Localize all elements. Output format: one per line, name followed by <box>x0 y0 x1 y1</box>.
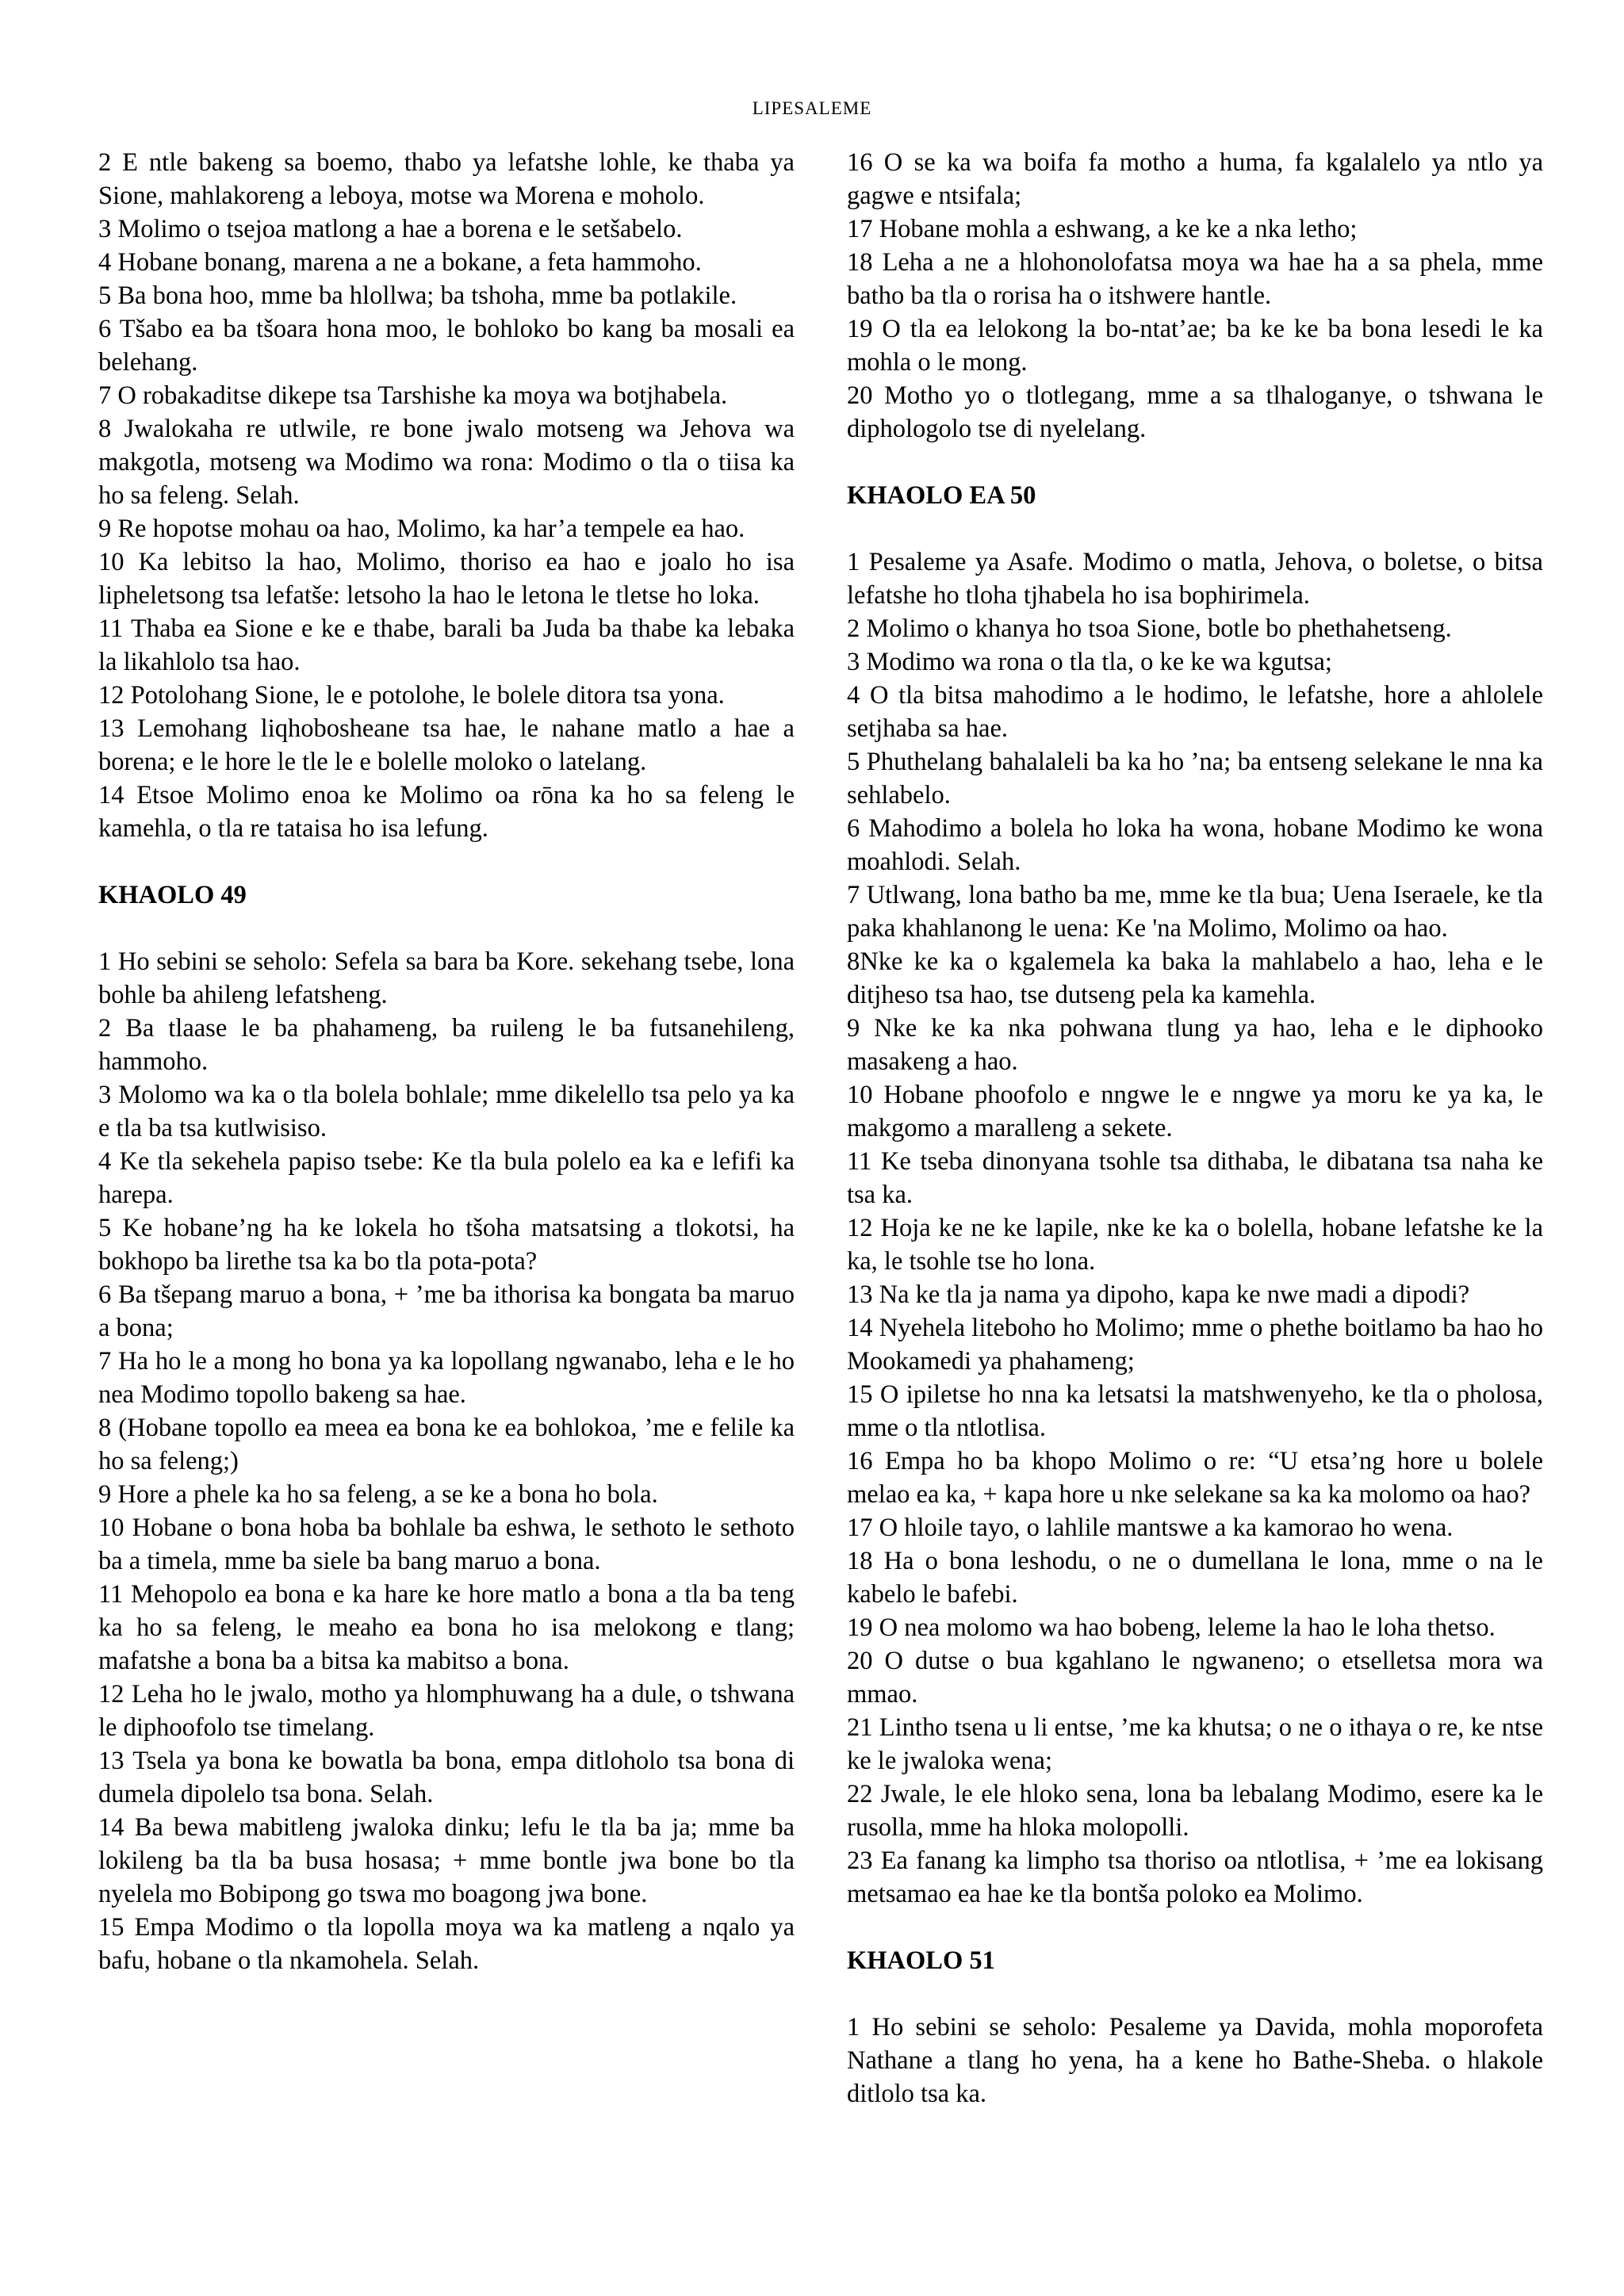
verse-paragraph: 2 Molimo o khanya ho tsoa Sione, botle bo phethahetseng. <box>847 614 1452 643</box>
verse-paragraph: 4 O tla bitsa mahodimo a le hodimo, le lefatshe, hore a ahlolele setjhaba sa hae. <box>847 681 1543 743</box>
verse-paragraph: 10 Hobane o bona hoba ba bohlale ba eshwa, le sethoto le sethoto ba a timela, mme ba siele ba bang maruo a bona. <box>98 1513 795 1575</box>
verse-paragraph: 22 Jwale, le ele hloko sena, lona ba lebalang Modimo, esere ka le rusolla, mme ha hloka molopolli. <box>847 1780 1543 1842</box>
verse-paragraph: 21 Lintho tsena u li entse, ’me ka khutsa; o ne o ithaya o re, ke ntse ke le jwaloka wena; <box>847 1713 1543 1775</box>
verse-paragraph: 20 Motho yo o tlotlegang, mme a sa tlhaloganye, o tshwana le diphologolo tse di nyelelang. <box>847 381 1543 443</box>
verse-paragraph: 5 Ba bona hoo, mme ba hlollwa; ba tshoha, mme ba potlakile. <box>98 281 737 310</box>
verse-paragraph: 5 Ke hobane’ng ha ke lokela ho tšoha matsatsing a tlokotsi, ha bokhopo ba lirethe tsa ka bo tla pota-pota? <box>98 1214 795 1276</box>
right-column <box>847 146 1543 2110</box>
verse-paragraph: 3 Molomo wa ka o tla bolela bohlale; mme dikelello tsa pelo ya ka e tla ba tsa kutlwisiso. <box>98 1081 795 1142</box>
verse-paragraph: 20 O dutse o bua kgahlano le ngwaneno; o etselletsa mora wa mmao. <box>847 1647 1543 1709</box>
verse-paragraph: 16 O se ka wa boifa fa motho a huma, fa kgalalelo ya ntlo ya gagwe e ntsifala; <box>847 148 1543 210</box>
verse-paragraph: 1 Ho sebini se seholo: Sefela sa bara ba Kore. sekehang tsebe, lona bohle ba ahileng lefatsheng. <box>98 947 795 1009</box>
verse-paragraph: 23 Ea fanang ka limpho tsa thoriso oa ntlotlisa, + ’me ea lokisang metsamao ea hae ke tla bontša poloko ea Molimo. <box>847 1846 1543 1908</box>
verse-paragraph: 2 E ntle bakeng sa boemo, thabo ya lefatshe lohle, ke thaba ya Sione, mahlakoreng a leboya, motse wa Morena e moholo. <box>98 148 795 210</box>
verse-paragraph: 16 Empa ho ba khopo Molimo o re: “U etsa’ng hore u bolele melao ea ka, + kapa hore u nke selekane sa ka ka molomo oa hao? <box>847 1447 1543 1509</box>
verse-paragraph: 13 Na ke tla ja nama ya dipoho, kapa ke nwe madi a dipodi? <box>847 1280 1470 1309</box>
verse-paragraph: 3 Modimo wa rona o tla tla, o ke ke wa kgutsa; <box>847 648 1332 676</box>
verse-paragraph: 9 Re hopotse mohau oa hao, Molimo, ka har’a tempele ea hao. <box>98 515 745 543</box>
left-column <box>98 146 795 1977</box>
verse-paragraph: 11 Thaba ea Sione e ke e thabe, barali ba Juda ba thabe ka lebaka la likahlolo tsa hao. <box>98 614 795 676</box>
verse-paragraph: 3 Molimo o tsejoa matlong a hae a borena e le setšabelo. <box>98 215 683 243</box>
verse-paragraph: 17 Hobane mohla a eshwang, a ke ke a nka letho; <box>847 215 1358 243</box>
verse-paragraph: 7 O robakaditse dikepe tsa Tarshishe ka moya wa botjhabela. <box>98 381 728 410</box>
verse-paragraph: 14 Ba bewa mabitleng jwaloka dinku; lefu le tla ba ja; mme ba lokileng ba tla ba busa hosasa; + mme bontle jwa bone bo tla nyelela mo Bobipong go tswa mo boagong jwa bone. <box>98 1813 795 1908</box>
verse-paragraph: 6 Mahodimo a bolela ho loka ha wona, hobane Modimo ke wona moahlodi. Selah. <box>847 814 1543 876</box>
verse-paragraph: 1 Ho sebini se seholo: Pesaleme ya Davida, mohla moporofeta Nathane a tlang ho yena, ha a kene ho Bathe-Sheba. o hlakole ditlolo tsa ka. <box>847 2013 1543 2108</box>
verse-paragraph: 10 Ka lebitso la hao, Molimo, thoriso ea hao e joalo ho isa lipheletsong tsa lefatše: letsoho la hao le letona le tletse ho loka. <box>98 548 795 610</box>
verse-paragraph: 7 Utlwang, lona batho ba me, mme ke tla bua; Uena Iseraele, ke tla paka khahlanong le uena: Ke 'na Molimo, Molimo oa hao. <box>847 881 1543 943</box>
verse-paragraph: 8Nke ke ka o kgalemela ka baka la mahlabelo a hao, leha e le ditjheso tsa hao, tse dutseng pela ka kamehla. <box>847 947 1543 1009</box>
verse-paragraph: 4 Ke tla sekehela papiso tsebe: Ke tla bula polelo ea ka e lefifi ka harepa. <box>98 1147 795 1209</box>
psalm-51-verses <box>847 2011 1543 2110</box>
verse-paragraph: 13 Tsela ya bona ke bowatla ba bona, empa ditloholo tsa bona di dumela dipolelo tsa bona. Selah. <box>98 1747 795 1808</box>
verse-paragraph: 9 Hore a phele ka ho sa feleng, a se ke a bona ho bola. <box>98 1480 658 1509</box>
verse-paragraph: 5 Phuthelang bahalaleli ba ka ho ’na; ba entseng selekane le nna ka sehlabelo. <box>847 748 1543 809</box>
verse-paragraph: 12 Hoja ke ne ke lapile, nke ke ka o bolella, hobane lefatshe ke la ka, le tsohle tse ho lona. <box>847 1214 1543 1276</box>
verse-paragraph: 12 Potolohang Sione, le e potolohe, le bolele ditora tsa yona. <box>98 681 725 710</box>
verse-paragraph: 13 Lemohang liqhobosheane tsa hae, le nahane matlo a hae a borena; e le hore le tle le e bolelle moloko o latelang. <box>98 714 795 776</box>
verse-paragraph: 18 Leha a ne a hlohonolofatsa moya wa hae ha a sa phela, mme batho ba tla o rorisa ha o itshwere hantle. <box>847 248 1543 310</box>
psalm-50-verses <box>847 545 1543 1911</box>
verse-paragraph: 17 O hloile tayo, o lahlile mantswe a ka kamorao ho wena. <box>847 1513 1454 1542</box>
verse-paragraph: 14 Etsoe Molimo enoa ke Molimo oa rōna ka ho sa feleng le kamehla, o tla re tataisa ho isa lefung. <box>98 781 795 843</box>
chapter-51-heading: KHAOLO 51 <box>847 1946 995 1975</box>
verse-paragraph: 2 Ba tlaase le ba phahameng, ba ruileng le ba futsanehileng, hammoho. <box>98 1014 795 1076</box>
verse-paragraph: 14 Nyehela liteboho ho Molimo; mme o phethe boitlamo ba hao ho Mookamedi ya phahameng; <box>847 1314 1543 1376</box>
verse-paragraph: 10 Hobane phoofolo e nngwe le e nngwe ya moru ke ya ka, le makgomo a maralleng a sekete. <box>847 1081 1543 1142</box>
chapter-49-heading: KHAOLO 49 <box>98 881 247 909</box>
verse-paragraph: 8 Jwalokaha re utlwile, re bone jwalo motseng wa Jehova wa makgotla, motseng wa Modimo wa rona: Modimo o tla o tiisa ka ho sa feleng. Selah. <box>98 415 795 510</box>
verse-paragraph: 15 Empa Modimo o tla lopolla moya wa ka matleng a nqalo ya bafu, hobane o tla nkamohela. Selah. <box>98 1913 795 1975</box>
verse-paragraph: 11 Mehopolo ea bona e ka hare ke hore matlo a bona a tla ba teng ka ho sa feleng, le meaho ea bona ho isa melokong e tlang; mafatshe a bona ba a bitsa ka mabitso a bona. <box>98 1580 795 1675</box>
psalm-48-verses <box>98 146 795 845</box>
verse-paragraph: 12 Leha ho le jwalo, motho ya hlomphuwang ha a dule, o tshwana le diphoofolo tse timelang. <box>98 1680 795 1742</box>
verse-paragraph: 6 Tšabo ea ba tšoara hona moo, le bohloko bo kang ba mosali ea belehang. <box>98 315 795 377</box>
verse-paragraph: 15 O ipiletse ho nna ka letsatsi la matshwenyeho, ke tla o pholosa, mme o tla ntlotlisa. <box>847 1380 1543 1442</box>
verse-paragraph: 1 Pesaleme ya Asafe. Modimo o matla, Jehova, o boletse, o bitsa lefatshe ho tloha tjhabela ho isa bophirimela. <box>847 548 1543 610</box>
verse-paragraph: 6 Ba tšepang maruo a bona, + ’me ba ithorisa ka bongata ba maruo a bona; <box>98 1280 795 1342</box>
psalm-49-verses <box>98 945 795 1977</box>
verse-paragraph: 8 (Hobane topollo ea meea ea bona ke ea bohlokoa, ’me e felile ka ho sa feleng;) <box>98 1414 795 1475</box>
running-header: LIPESALEME <box>752 98 872 118</box>
verse-paragraph: 7 Ha ho le a mong ho bona ya ka lopollang ngwanabo, leha e le ho nea Modimo topollo bakeng sa hae. <box>98 1347 795 1409</box>
verse-paragraph: 19 O tla ea lelokong la bo-ntat’ae; ba ke ke ba bona lesedi le ka mohla o le mong. <box>847 315 1543 377</box>
chapter-50-heading: KHAOLO EA 50 <box>847 481 1036 510</box>
verse-paragraph: 11 Ke tseba dinonyana tsohle tsa dithaba, le dibatana tsa naha ke tsa ka. <box>847 1147 1543 1209</box>
verse-paragraph: 18 Ha o bona leshodu, o ne o dumellana le lona, mme o na le kabelo le bafebi. <box>847 1547 1543 1609</box>
psalm-49-verses-continued <box>847 146 1543 446</box>
verse-paragraph: 9 Nke ke ka nka pohwana tlung ya hao, leha e le diphooko masakeng a hao. <box>847 1014 1543 1076</box>
verse-paragraph: 4 Hobane bonang, marena a ne a bokane, a feta hammoho. <box>98 248 702 277</box>
verse-paragraph: 19 O nea molomo wa hao bobeng, leleme la hao le loha thetso. <box>847 1613 1496 1642</box>
